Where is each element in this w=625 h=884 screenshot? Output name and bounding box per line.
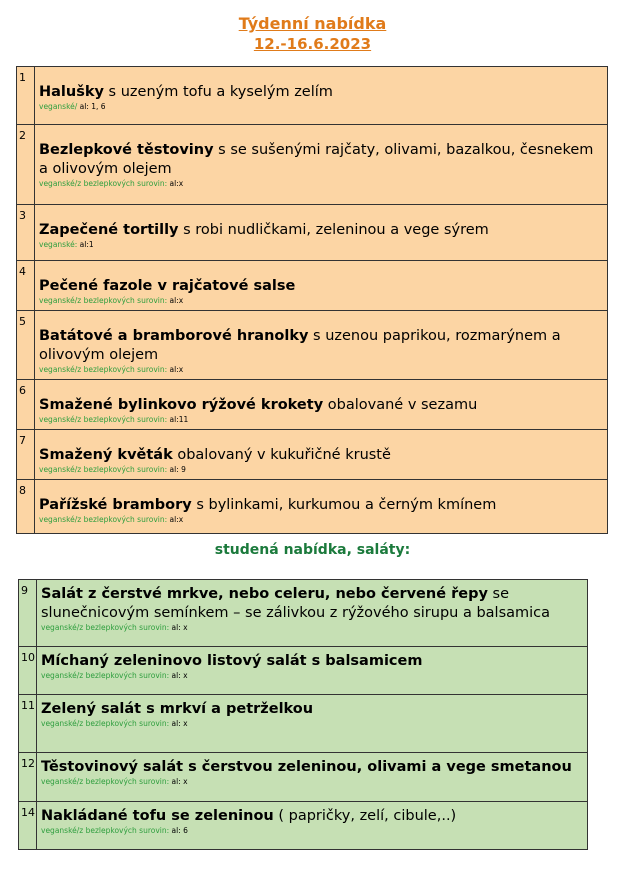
item-number: 8 (17, 480, 35, 534)
dish-details: obalovaný v kukuřičné krustě (172, 447, 391, 463)
item-content (37, 802, 588, 850)
item-number: 1 (17, 67, 35, 125)
diet-tag: veganské/z bezlepkových surovin: (39, 415, 168, 424)
allergens: al: x (169, 719, 188, 728)
dish-description (41, 758, 581, 777)
menu-row (17, 67, 608, 125)
dish-description (39, 83, 601, 102)
item-content (35, 311, 608, 380)
diet-note (39, 465, 601, 475)
diet-note (39, 240, 601, 250)
diet-tag: veganské/z bezlepkových surovin: (39, 179, 168, 188)
item-number: 6 (17, 380, 35, 430)
item-content (35, 380, 608, 430)
allergens: al: x (169, 777, 188, 786)
allergens: al:x (167, 179, 184, 188)
allergens: al:x (167, 365, 184, 374)
item-number: 7 (17, 430, 35, 480)
allergens: al: x (169, 671, 188, 680)
menu-row (19, 753, 588, 802)
diet-tag: veganské/z bezlepkových surovin: (41, 671, 170, 680)
diet-tag: veganské/z bezlepkových surovin: (39, 465, 168, 474)
dish-details: s uzeným tofu a kyselým zelím (103, 84, 333, 100)
menu-row (17, 380, 608, 430)
dish-description (41, 700, 581, 719)
item-number: 2 (17, 125, 35, 205)
diet-note (41, 719, 581, 729)
dish-name: Halušky (39, 84, 104, 100)
item-content (35, 430, 608, 480)
allergens: al:11 (167, 415, 189, 424)
dish-details: s bylinkami, kurkumou a černým kmínem (191, 497, 497, 513)
warm-menu-table (16, 66, 608, 534)
diet-tag: veganské/z bezlepkových surovin: (41, 623, 170, 632)
dish-name: Smažené bylinkovo rýžové krokety (39, 397, 324, 413)
dish-name: Míchaný zeleninovo listový salát s balsamicem (41, 653, 423, 669)
item-number: 5 (17, 311, 35, 380)
item-number: 10 (19, 647, 37, 695)
dish-description (39, 327, 601, 365)
menu-row (19, 695, 588, 753)
allergens: al:x (167, 515, 184, 524)
diet-tag: veganské: (39, 240, 78, 249)
menu-row (17, 125, 608, 205)
dish-details: s se sušenými rajčaty, olivami, bazalkou, česnekem a olivovým olejem (39, 142, 594, 177)
menu-row (17, 430, 608, 480)
diet-note (39, 365, 601, 375)
item-content (37, 695, 588, 753)
allergens: al:x (167, 296, 184, 305)
diet-note (41, 777, 581, 787)
menu-row (19, 802, 588, 850)
diet-tag: veganské/z bezlepkových surovin: (41, 777, 170, 786)
date-range: 12.-16.6.2023 (253, 35, 372, 53)
dish-name: Bezlepkové těstoviny (39, 142, 214, 158)
item-content (37, 580, 588, 647)
cold-menu-table (18, 579, 588, 850)
dish-details: s robi nudličkami, zeleninou a vege sýrem (178, 222, 489, 238)
item-number: 4 (17, 261, 35, 311)
dish-name: Pečené fazole v rajčatové salse (39, 278, 296, 294)
diet-tag: veganské/ (39, 102, 78, 111)
item-number: 11 (19, 695, 37, 753)
diet-note (41, 671, 581, 681)
diet-note (39, 296, 601, 306)
item-content (35, 205, 608, 261)
item-content (37, 753, 588, 802)
item-content (35, 125, 608, 205)
dish-description (41, 807, 581, 826)
allergens: al: 1, 6 (77, 102, 106, 111)
menu-row (19, 580, 588, 647)
item-content (35, 261, 608, 311)
dish-description (39, 496, 601, 515)
dish-name: Nakládané tofu se zeleninou (41, 808, 274, 824)
dish-details: obalované v sezamu (323, 397, 478, 413)
dish-details: se slunečnicovým semínkem – se zálivkou z rýžového sirupu a balsamica (41, 586, 551, 621)
allergens: al: x (169, 623, 188, 632)
menu-row (17, 311, 608, 380)
diet-note (39, 102, 601, 112)
item-content (35, 67, 608, 125)
dish-name: Smažený květák (39, 447, 173, 463)
diet-note (41, 623, 581, 633)
diet-note (39, 415, 601, 425)
menu-row (19, 647, 588, 695)
dish-name: Zelený salát s mrkví a petrželkou (41, 701, 314, 717)
menu-row (17, 480, 608, 534)
allergens: al:1 (77, 240, 94, 249)
diet-note (39, 179, 601, 189)
item-content (35, 480, 608, 534)
section-title: studená nabídka, saláty: (214, 542, 411, 558)
allergens: al: 6 (169, 826, 188, 835)
page-title: Týdenní nabídka (238, 14, 387, 33)
dish-description (41, 585, 581, 623)
dish-description (39, 277, 601, 296)
menu-row (17, 261, 608, 311)
diet-tag: veganské/z bezlepkových surovin: (39, 515, 168, 524)
dish-name: Těstovinový salát s čerstvou zeleninou, olivami a vege smetanou (41, 759, 572, 775)
diet-note (41, 826, 581, 836)
dish-description (39, 221, 601, 240)
allergens: al: 9 (167, 465, 186, 474)
dish-description (39, 141, 601, 179)
item-number: 12 (19, 753, 37, 802)
diet-tag: veganské/z bezlepkových surovin: (41, 826, 170, 835)
item-content (37, 647, 588, 695)
dish-details: s uzenou paprikou, rozmarýnem a olivovým olejem (39, 328, 561, 363)
item-number: 14 (19, 802, 37, 850)
dish-name: Salát z čerstvé mrkve, nebo celeru, nebo červené řepy (41, 586, 488, 602)
diet-tag: veganské/z bezlepkových surovin: (39, 296, 168, 305)
dish-details: ( papričky, zelí, cibule,..) (273, 808, 457, 824)
dish-name: Zapečené tortilly (39, 222, 179, 238)
diet-tag: veganské/z bezlepkových surovin: (41, 719, 170, 728)
diet-tag: veganské/z bezlepkových surovin: (39, 365, 168, 374)
dish-description (41, 652, 581, 671)
dish-description (39, 396, 601, 415)
item-number: 3 (17, 205, 35, 261)
diet-note (39, 515, 601, 525)
dish-description (39, 446, 601, 465)
dish-name: Pařížské brambory (39, 497, 192, 513)
item-number: 9 (19, 580, 37, 647)
dish-name: Batátové a bramborové hranolky (39, 328, 309, 344)
menu-row (17, 205, 608, 261)
